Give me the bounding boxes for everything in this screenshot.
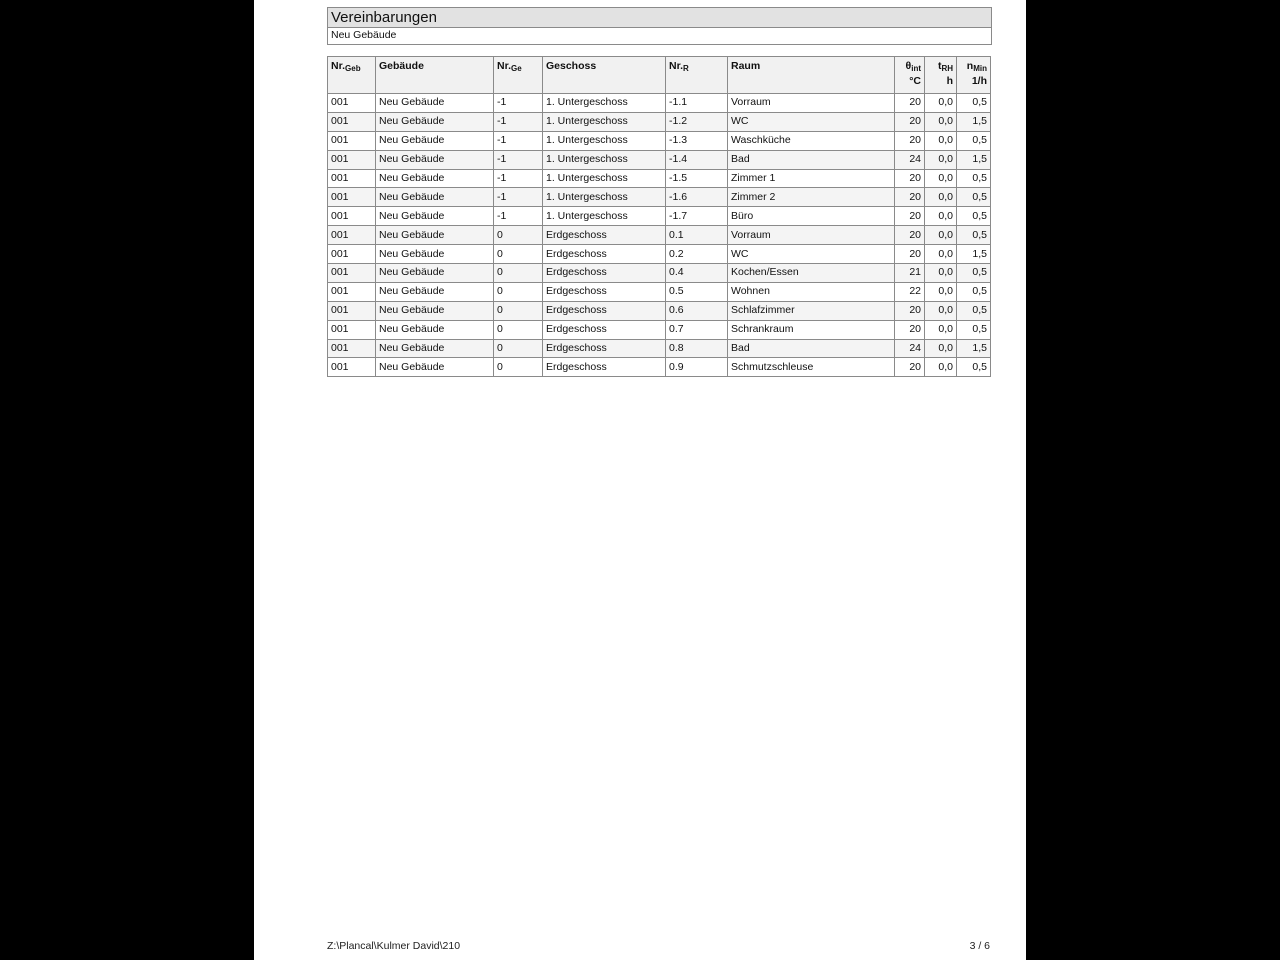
cell-nr-ge: 0 <box>494 264 543 283</box>
cell-nr-r: 0.4 <box>666 264 728 283</box>
cell-gebaeude: Neu Gebäude <box>376 131 494 150</box>
cell-raum: Kochen/Essen <box>728 264 895 283</box>
cell-nr-ge: -1 <box>494 112 543 131</box>
cell-n-min: 0,5 <box>957 226 991 245</box>
cell-raum: Zimmer 2 <box>728 188 895 207</box>
footer-file-path: Z:\Plancal\Kulmer David\210 <box>327 940 461 952</box>
table-row <box>328 188 991 207</box>
cell-t-rh: 0,0 <box>925 169 957 188</box>
cell-n-min: 0,5 <box>957 320 991 339</box>
table-row <box>328 226 991 245</box>
cell-nr-geb: 001 <box>328 320 376 339</box>
cell-n-min: 0,5 <box>957 207 991 226</box>
rooms-table <box>327 56 991 377</box>
cell-geschoss: Erdgeschoss <box>543 301 666 320</box>
cell-geschoss: 1. Untergeschoss <box>543 94 666 113</box>
cell-nr-geb: 001 <box>328 131 376 150</box>
cell-t-rh: 0,0 <box>925 264 957 283</box>
cell-geschoss: Erdgeschoss <box>543 339 666 358</box>
cell-nr-r: -1.3 <box>666 131 728 150</box>
table-row <box>328 320 991 339</box>
table-row <box>328 245 991 264</box>
cell-theta-int: 20 <box>895 207 925 226</box>
cell-n-min: 0,5 <box>957 301 991 320</box>
document-page <box>254 0 1026 960</box>
cell-theta-int: 20 <box>895 169 925 188</box>
cell-t-rh: 0,0 <box>925 150 957 169</box>
cell-nr-geb: 001 <box>328 188 376 207</box>
table-row <box>328 339 991 358</box>
cell-nr-geb: 001 <box>328 112 376 131</box>
cell-nr-ge: 0 <box>494 301 543 320</box>
section-title: Vereinbarungen <box>327 7 992 28</box>
cell-t-rh: 0,0 <box>925 282 957 301</box>
cell-t-rh: 0,0 <box>925 94 957 113</box>
cell-nr-r: 0.9 <box>666 358 728 377</box>
cell-nr-r: 0.7 <box>666 320 728 339</box>
cell-n-min: 0,5 <box>957 131 991 150</box>
cell-geschoss: Erdgeschoss <box>543 245 666 264</box>
cell-t-rh: 0,0 <box>925 131 957 150</box>
cell-gebaeude: Neu Gebäude <box>376 207 494 226</box>
table-row <box>328 282 991 301</box>
cell-nr-ge: -1 <box>494 169 543 188</box>
table-row <box>328 94 991 113</box>
cell-raum: Büro <box>728 207 895 226</box>
cell-nr-r: 0.8 <box>666 339 728 358</box>
header-t-rh: $t_{RH}$ h <box>925 57 957 94</box>
table-row <box>328 207 991 226</box>
header-nr-geb: $Nr._{Geb}$ <box>328 57 376 94</box>
header-raum: Raum <box>728 57 895 94</box>
cell-n-min: 1,5 <box>957 245 991 264</box>
cell-nr-r: -1.6 <box>666 188 728 207</box>
table-row <box>328 169 991 188</box>
cell-nr-r: -1.4 <box>666 150 728 169</box>
table-row <box>328 264 991 283</box>
cell-n-min: 1,5 <box>957 150 991 169</box>
cell-gebaeude: Neu Gebäude <box>376 169 494 188</box>
cell-nr-r: -1.5 <box>666 169 728 188</box>
cell-nr-geb: 001 <box>328 339 376 358</box>
cell-theta-int: 22 <box>895 282 925 301</box>
header-theta-int: $\theta_{int}$ °C <box>895 57 925 94</box>
cell-n-min: 0,5 <box>957 282 991 301</box>
cell-geschoss: 1. Untergeschoss <box>543 188 666 207</box>
cell-t-rh: 0,0 <box>925 226 957 245</box>
header-geschoss: Geschoss <box>543 57 666 94</box>
cell-theta-int: 20 <box>895 358 925 377</box>
cell-n-min: 0,5 <box>957 188 991 207</box>
cell-raum: WC <box>728 245 895 264</box>
cell-geschoss: 1. Untergeschoss <box>543 207 666 226</box>
cell-raum: Vorraum <box>728 94 895 113</box>
cell-nr-r: -1.7 <box>666 207 728 226</box>
cell-gebaeude: Neu Gebäude <box>376 188 494 207</box>
cell-nr-ge: 0 <box>494 226 543 245</box>
table-header-row <box>328 57 991 94</box>
cell-nr-geb: 001 <box>328 226 376 245</box>
cell-gebaeude: Neu Gebäude <box>376 320 494 339</box>
cell-nr-r: -1.2 <box>666 112 728 131</box>
table-row <box>328 358 991 377</box>
cell-raum: Schrankraum <box>728 320 895 339</box>
cell-nr-geb: 001 <box>328 301 376 320</box>
cell-raum: Zimmer 1 <box>728 169 895 188</box>
cell-raum: Vorraum <box>728 226 895 245</box>
cell-t-rh: 0,0 <box>925 207 957 226</box>
cell-nr-geb: 001 <box>328 169 376 188</box>
cell-theta-int: 20 <box>895 320 925 339</box>
cell-nr-ge: 0 <box>494 358 543 377</box>
header-n-min: $n_{Min}$ 1/h <box>957 57 991 94</box>
cell-raum: Waschküche <box>728 131 895 150</box>
cell-gebaeude: Neu Gebäude <box>376 245 494 264</box>
cell-gebaeude: Neu Gebäude <box>376 264 494 283</box>
cell-nr-geb: 001 <box>328 150 376 169</box>
cell-n-min: 1,5 <box>957 112 991 131</box>
cell-gebaeude: Neu Gebäude <box>376 112 494 131</box>
table-row <box>328 131 991 150</box>
cell-geschoss: 1. Untergeschoss <box>543 112 666 131</box>
cell-theta-int: 20 <box>895 131 925 150</box>
table-body <box>328 94 991 377</box>
cell-nr-r: 0.5 <box>666 282 728 301</box>
cell-nr-ge: 0 <box>494 245 543 264</box>
cell-n-min: 0,5 <box>957 169 991 188</box>
cell-t-rh: 0,0 <box>925 320 957 339</box>
cell-nr-geb: 001 <box>328 358 376 377</box>
cell-n-min: 1,5 <box>957 339 991 358</box>
cell-raum: WC <box>728 112 895 131</box>
cell-theta-int: 20 <box>895 245 925 264</box>
cell-nr-ge: 0 <box>494 320 543 339</box>
cell-gebaeude: Neu Gebäude <box>376 226 494 245</box>
cell-nr-ge: -1 <box>494 207 543 226</box>
cell-nr-r: -1.1 <box>666 94 728 113</box>
cell-geschoss: Erdgeschoss <box>543 226 666 245</box>
header-gebaeude: Gebäude <box>376 57 494 94</box>
cell-geschoss: Erdgeschoss <box>543 264 666 283</box>
cell-t-rh: 0,0 <box>925 245 957 264</box>
cell-nr-r: 0.2 <box>666 245 728 264</box>
cell-nr-geb: 001 <box>328 282 376 301</box>
cell-gebaeude: Neu Gebäude <box>376 301 494 320</box>
cell-n-min: 0,5 <box>957 358 991 377</box>
table-row <box>328 301 991 320</box>
cell-t-rh: 0,0 <box>925 358 957 377</box>
section-subtitle: Neu Gebäude <box>327 27 992 45</box>
cell-gebaeude: Neu Gebäude <box>376 339 494 358</box>
cell-raum: Bad <box>728 150 895 169</box>
cell-geschoss: Erdgeschoss <box>543 282 666 301</box>
cell-t-rh: 0,0 <box>925 112 957 131</box>
footer-page-number: 3 / 6 <box>969 940 990 952</box>
cell-t-rh: 0,0 <box>925 301 957 320</box>
cell-gebaeude: Neu Gebäude <box>376 94 494 113</box>
cell-geschoss: 1. Untergeschoss <box>543 169 666 188</box>
cell-theta-int: 21 <box>895 264 925 283</box>
cell-t-rh: 0,0 <box>925 188 957 207</box>
header-nr-ge: $Nr._{Ge}$ <box>494 57 543 94</box>
cell-raum: Schlafzimmer <box>728 301 895 320</box>
cell-nr-ge: -1 <box>494 150 543 169</box>
cell-nr-ge: -1 <box>494 94 543 113</box>
cell-raum: Schmutzschleuse <box>728 358 895 377</box>
table-row <box>328 112 991 131</box>
cell-nr-r: 0.1 <box>666 226 728 245</box>
cell-theta-int: 24 <box>895 339 925 358</box>
cell-geschoss: Erdgeschoss <box>543 358 666 377</box>
cell-geschoss: Erdgeschoss <box>543 320 666 339</box>
cell-n-min: 0,5 <box>957 94 991 113</box>
cell-nr-ge: -1 <box>494 188 543 207</box>
cell-gebaeude: Neu Gebäude <box>376 358 494 377</box>
cell-theta-int: 20 <box>895 301 925 320</box>
cell-nr-ge: -1 <box>494 131 543 150</box>
cell-gebaeude: Neu Gebäude <box>376 282 494 301</box>
cell-n-min: 0,5 <box>957 264 991 283</box>
cell-geschoss: 1. Untergeschoss <box>543 150 666 169</box>
cell-theta-int: 20 <box>895 226 925 245</box>
cell-nr-geb: 001 <box>328 94 376 113</box>
cell-theta-int: 20 <box>895 112 925 131</box>
cell-nr-geb: 001 <box>328 245 376 264</box>
table-row <box>328 150 991 169</box>
cell-gebaeude: Neu Gebäude <box>376 150 494 169</box>
cell-nr-geb: 001 <box>328 264 376 283</box>
cell-geschoss: 1. Untergeschoss <box>543 131 666 150</box>
cell-nr-geb: 001 <box>328 207 376 226</box>
cell-theta-int: 24 <box>895 150 925 169</box>
cell-theta-int: 20 <box>895 188 925 207</box>
header-nr-r: $Nr._R$ <box>666 57 728 94</box>
cell-raum: Bad <box>728 339 895 358</box>
cell-raum: Wohnen <box>728 282 895 301</box>
cell-nr-ge: 0 <box>494 282 543 301</box>
cell-theta-int: 20 <box>895 94 925 113</box>
cell-nr-ge: 0 <box>494 339 543 358</box>
cell-nr-r: 0.6 <box>666 301 728 320</box>
cell-t-rh: 0,0 <box>925 339 957 358</box>
